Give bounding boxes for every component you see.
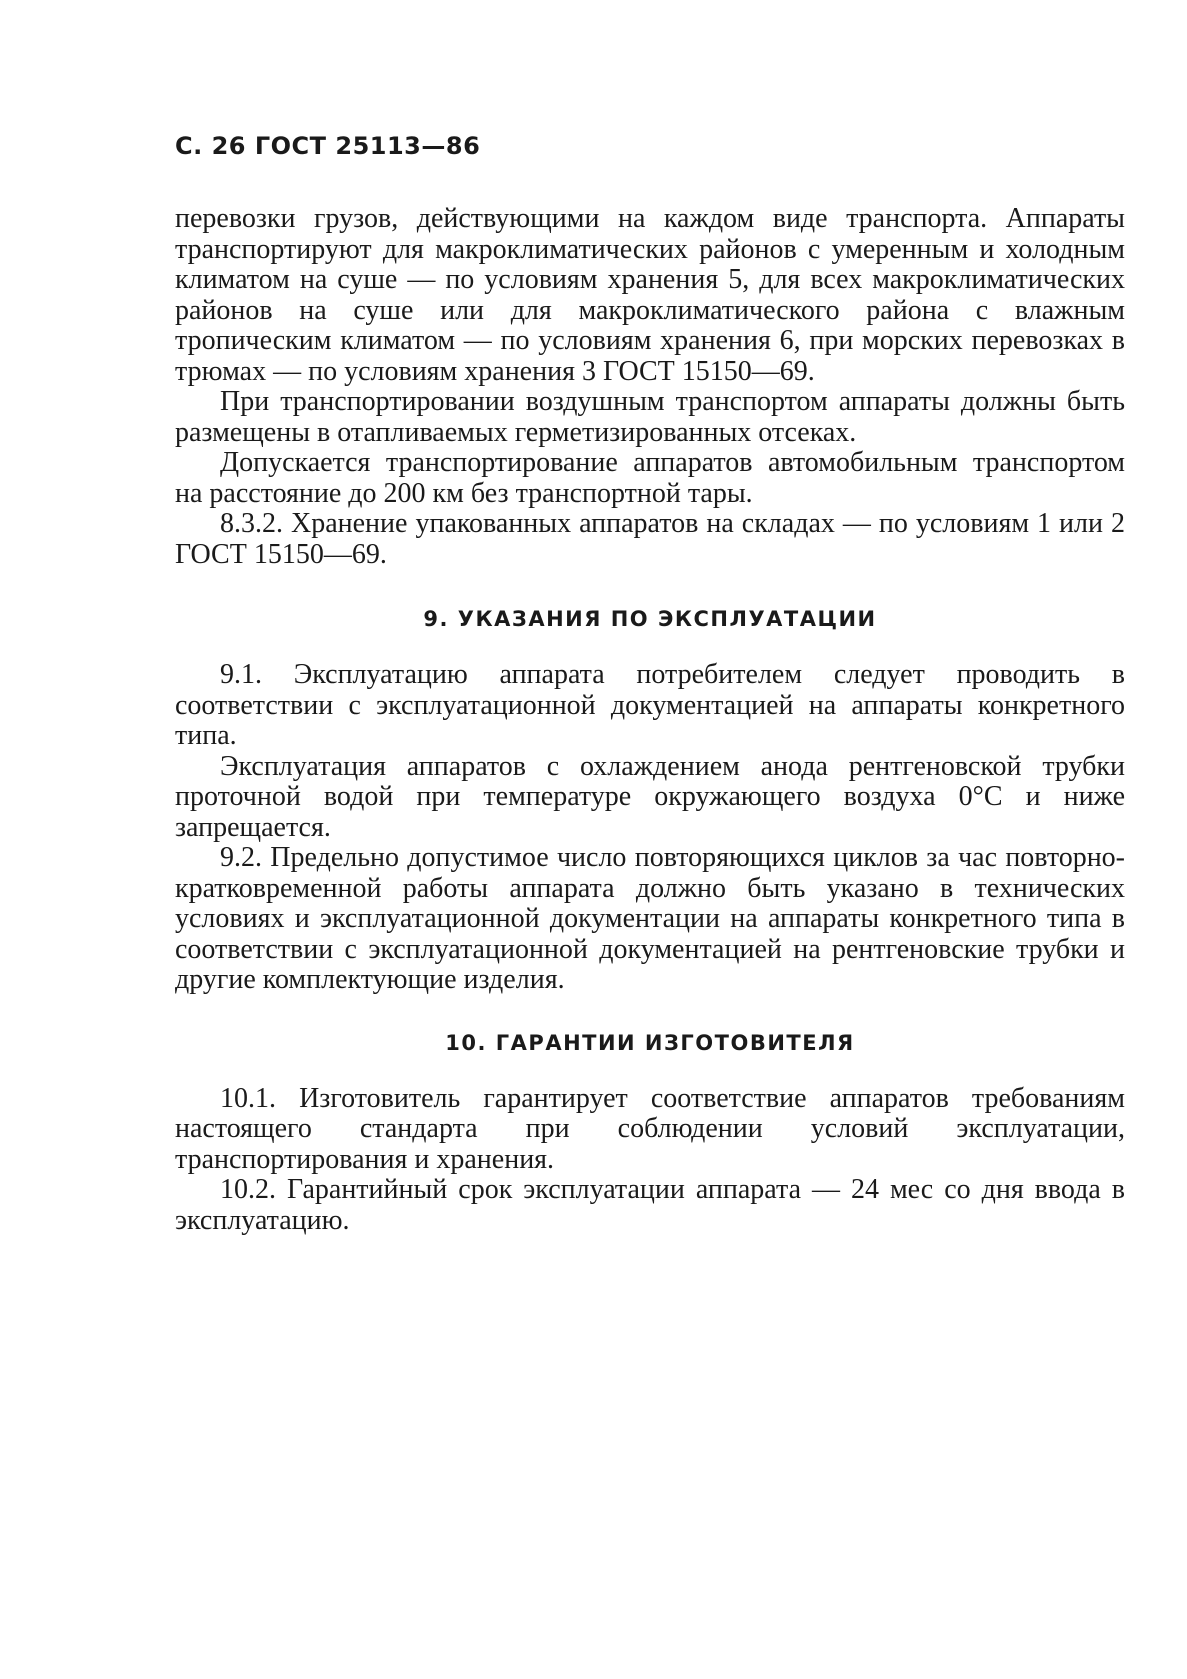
section10-paragraph-1: 10.1. Изготовитель гарантирует соответствие аппаратов требованиям настоящего стандарта при соблюдении условий эксплуатации, транспортирования и хранения. xyxy=(175,1082,1125,1175)
section8-paragraph-3: Допускается транспортирование аппаратов автомобильным транспортом на расстояние до 200 км без транспортной тары. xyxy=(175,447,1125,509)
section8-paragraph-1: перевозки грузов, действующими на каждом виде транспорта. Аппараты транспортируют для макроклиматических районов с умеренным и холодным климатом на суше — по условиям хранения 5, для всех макроклиматических районов на суше или для макроклиматического района с влажным тропическим климатом — по условиям хранения 6, при морских перевозках в трюмах — по условиям хранения 3 ГОСТ 15150—69. xyxy=(175,203,1125,387)
section9-paragraph-1: 9.1. Эксплуатацию аппарата потребителем следует проводить в соответствии с эксплуатационной документацией на аппараты конкретного типа. xyxy=(175,659,1125,751)
section10-heading: 10. ГАРАНТИИ ИЗГОТОВИТЕЛЯ xyxy=(445,1030,855,1055)
section9-heading: 9. УКАЗАНИЯ ПО ЭКСПЛУАТАЦИИ xyxy=(423,607,877,631)
section9-paragraph-3: 9.2. Предельно допустимое число повторяющихся циклов за час повторно-кратковременной работы аппарата должно быть указано в технических условиях и эксплуатационной документации на аппараты конкретного типа в соответствии с эксплуатационной документацией на рентгеновские трубки и другие комплектующие изделия. xyxy=(175,842,1125,995)
document-page xyxy=(175,130,1125,1236)
running-header: С. 26 ГОСТ 25113—86 xyxy=(175,132,481,160)
section8-paragraph-2: При транспортировании воздушным транспортом аппараты должны быть размещены в отапливаемых герметизированных отсеках. xyxy=(175,386,1125,448)
section10-paragraph-2: 10.2. Гарантийный срок эксплуатации аппарата — 24 мес со дня ввода в эксплуатацию. xyxy=(175,1174,1125,1236)
section9-paragraph-2: Эксплуатация аппаратов с охлаждением анода рентгеновской трубки проточной водой при температуре окружающего воздуха 0°С и ниже запрещается. xyxy=(175,750,1125,843)
section8-paragraph-4: 8.3.2. Хранение упакованных аппаратов на складах — по условиям 1 или 2 ГОСТ 15150—69. xyxy=(175,508,1125,570)
